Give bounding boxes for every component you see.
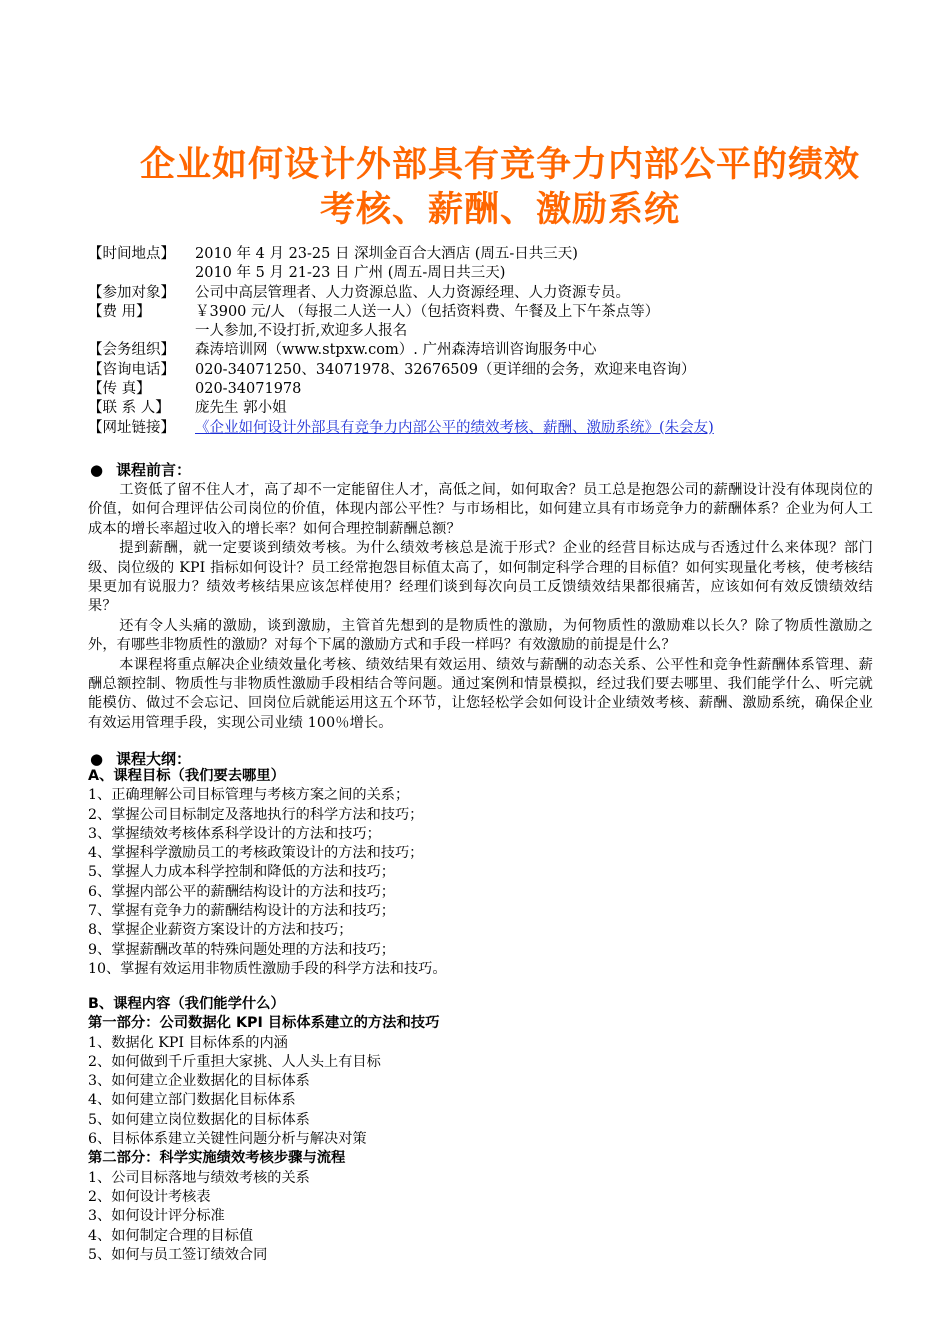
part2-item: 1、公司目标落地与绩效考核的关系 — [88, 1169, 310, 1186]
part1-item: 1、数据化 KPI 目标体系的内涵 — [88, 1034, 288, 1051]
goal-item: 7、掌握有竞争力的薪酬结构设计的方法和技巧； — [88, 903, 395, 920]
info-value: 庞先生 郭小姐 — [195, 400, 287, 417]
info-row-time — [88, 245, 908, 264]
part1-item: 5、如何建立岗位数据化的目标体系 — [88, 1111, 310, 1128]
part1-item: 4、如何建立部门数据化目标体系 — [88, 1092, 296, 1109]
intro-heading-text: 课程前言： — [116, 461, 192, 479]
info-value: 2010 年 5 月 21-23 日 广州 (周五-周日共三天) — [195, 265, 506, 282]
goals-title: A、课程目标（我们要去哪里） — [88, 768, 285, 784]
info-row-contact — [88, 399, 908, 418]
goal-item: 3、掌握绩效考核体系科学设计的方法和技巧； — [88, 825, 381, 842]
info-value: ￥3900 元/人 （每报二人送一人）（包括资料费、午餐及上下午茶点等） — [195, 303, 660, 320]
part2-title: 第二部分：科学实施绩效考核步骤与流程 — [88, 1150, 346, 1167]
outline-heading-text: 课程大纲： — [116, 750, 192, 768]
info-label: 【时间地点】 — [88, 246, 175, 262]
info-row-audience — [88, 284, 908, 303]
info-row-fee-2 — [88, 322, 908, 341]
outline-heading — [90, 748, 191, 769]
goal-item: 6、掌握内部公平的薪酬结构设计的方法和技巧； — [88, 883, 395, 900]
info-row-fee — [88, 303, 908, 322]
info-value: 020-34071978 — [195, 381, 302, 398]
info-label: 【联 系 人】 — [88, 400, 170, 417]
goal-item: 1、正确理解公司目标管理与考核方案之间的关系； — [88, 787, 410, 804]
intro-heading — [90, 459, 191, 480]
info-label — [88, 322, 195, 341]
title-line-2: 考核、薪酬、激励系统 — [319, 190, 680, 230]
course-link[interactable]: 《企业如何设计外部具有竞争力内部公平的绩效考核、薪酬、激励系统》(朱会友) — [195, 419, 714, 436]
info-row-phone — [88, 361, 908, 380]
goal-item: 5、掌握人力成本科学控制和降低的方法和技巧； — [88, 864, 395, 881]
info-row-link — [88, 419, 908, 438]
info-row-time-2 — [88, 264, 908, 283]
part1-item: 6、目标体系建立关键性问题分析与解决对策 — [88, 1131, 367, 1148]
intro-body — [88, 481, 873, 733]
goal-item: 10、掌握有效运用非物质性激励手段的科学方法和技巧。 — [88, 960, 447, 977]
document-title — [60, 143, 940, 233]
part1-title: 第一部分：公司数据化 KPI 目标体系建立的方法和技巧 — [88, 1015, 440, 1032]
info-label: 【咨询电话】 — [88, 361, 175, 378]
bullet-icon: ● — [90, 461, 104, 479]
info-row-fax — [88, 380, 908, 399]
part2-item: 2、如何设计考核表 — [88, 1188, 211, 1205]
info-value: 一人参加,不设打折,欢迎多人报名 — [195, 323, 408, 340]
part2-item: 4、如何制定合理的目标值 — [88, 1227, 254, 1244]
goal-item: 9、掌握薪酬改革的特殊问题处理的方法和技巧； — [88, 941, 395, 958]
info-value: 公司中高层管理者、人力资源总监、人力资源经理、人力资源专员。 — [195, 284, 630, 301]
info-label: 【传 真】 — [88, 381, 151, 398]
info-label: 【费 用】 — [88, 303, 151, 320]
info-value: 2010 年 4 月 23-25 日 深圳金百合大酒店 (周五-日共三天) — [195, 246, 578, 262]
goal-item: 2、掌握公司目标制定及落地执行的科学方法和技巧； — [88, 806, 424, 823]
content-title: B、课程内容（我们能学什么） — [88, 996, 285, 1012]
info-label: 【会务组织】 — [88, 342, 175, 359]
course-info-block — [88, 245, 908, 438]
intro-paragraph: 工资低了留不住人才，高了却不一定能留住人才，高低之间，如何取舍？员工总是抱怨公司的薪酬设计没有体现岗位的价值，如何合理评估公司岗位的价值，体现内部公平性？与市场相比，如何建立具有市场竞争力的薪酬体系？企业为何人工成本的增长率超过收入的增长率？如何合理控制薪酬总额？ — [88, 482, 873, 537]
intro-paragraph: 本课程将重点解决企业绩效量化考核、绩效结果有效运用、绩效与薪酬的动态关系、公平性和竞争性薪酬体系管理、薪酬总额控制、物质性与非物质性激励手段相结合等问题。通过案例和情景模拟，经过我们要去哪里、我们能学什么、听完就能模仿、做过不会忘记、回岗位后就能运用这五个环节，让您轻松学会如何设计企业绩效考核、薪酬、激励系统，确保企业有效运用管理手段，实现公司业绩 100％增长。 — [88, 656, 873, 731]
info-label: 【网址链接】 — [88, 419, 175, 436]
goal-item: 8、掌握企业薪资方案设计的方法和技巧； — [88, 922, 353, 939]
part2-item: 5、如何与员工签订绩效合同 — [88, 1246, 268, 1263]
course-content — [88, 995, 908, 1265]
part1-item: 3、如何建立企业数据化的目标体系 — [88, 1073, 310, 1090]
course-goals — [88, 767, 908, 979]
intro-paragraph: 提到薪酬，就一定要谈到绩效考核。为什么绩效考核总是流于形式？企业的经营目标达成与否透过什么来体现？部门级、岗位级的 KPI 指标如何设计？员工经常抱怨目标值太高了，如何制定科学合理的目标值？如何实现量化考核，使考核结果更加有说服力？绩效考核结果应该怎样使用？经理们谈到每次向员工反馈绩效结果都很痛苦，应该如何有效反馈绩效结果？ — [88, 540, 873, 615]
info-label: 【参加对象】 — [88, 284, 175, 301]
part2-item: 3、如何设计评分标准 — [88, 1208, 225, 1225]
part1-item: 2、如何做到千斤重担大家挑、人人头上有目标 — [88, 1053, 381, 1070]
info-value: 020-34071250、34071978、32676509（更详细的会务，欢迎来电咨询） — [195, 361, 696, 378]
goal-item: 4、掌握科学激励员工的考核政策设计的方法和技巧； — [88, 845, 424, 862]
info-row-organizer — [88, 341, 908, 360]
info-value: 森涛培训网（www.stpxw.com）. 广州森涛培训咨询服务中心 — [195, 342, 597, 359]
intro-paragraph: 还有令人头痛的激励，谈到激励，主管首先想到的是物质性的激励，为何物质性的激励难以长久？除了物质性激励之外，有哪些非物质性的激励？对每个下属的激励方式和手段一样吗？有效激励的前提是什么？ — [88, 617, 873, 654]
title-line-1: 企业如何设计外部具有竞争力内部公平的绩效 — [139, 145, 860, 185]
info-label — [88, 264, 195, 283]
bullet-icon: ● — [90, 750, 104, 768]
